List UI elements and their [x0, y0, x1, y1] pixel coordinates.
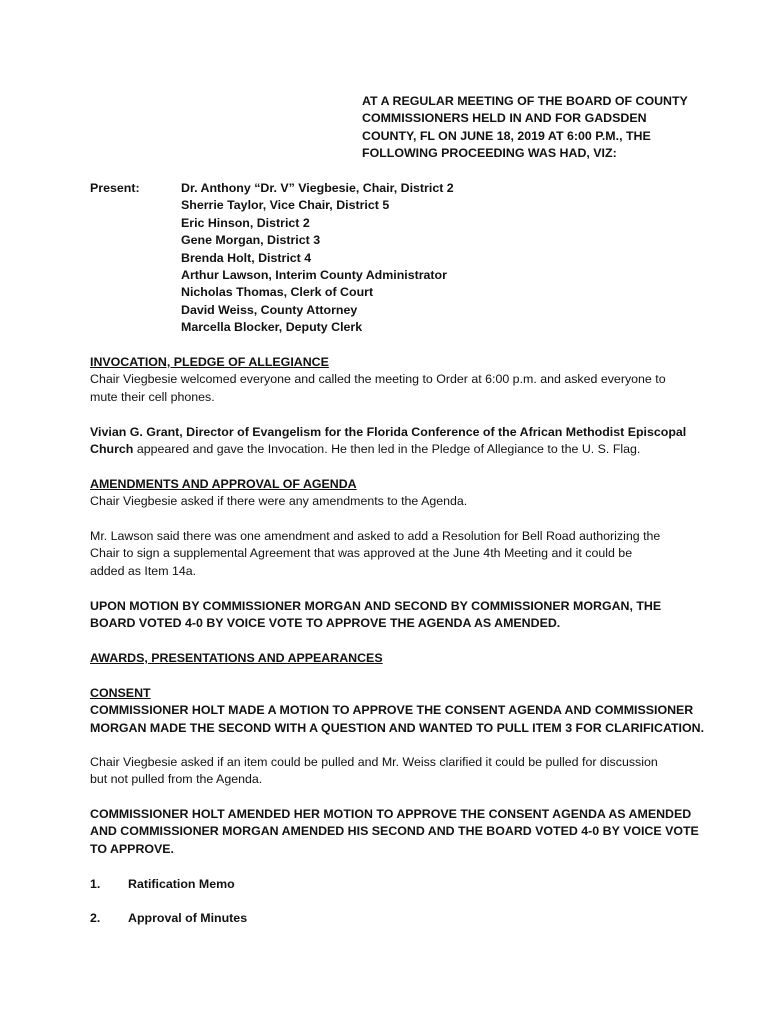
consent-chair-paragraph	[90, 754, 690, 789]
consent-chair-line: but not pulled from the Agenda.	[90, 772, 263, 787]
consent-amended-line: COMMISSIONER HOLT AMENDED HER MOTION TO APPROVE THE CONSENT AGENDA AS AMENDED	[90, 807, 692, 821]
consent-amended-line: AND COMMISSIONER MORGAN AMENDED HIS SECOND AND THE BOARD VOTED 4-0 BY VOICE VOTE	[90, 824, 699, 839]
agenda-motion-line: BOARD VOTED 4-0 BY VOICE VOTE TO APPROVE THE AGENDA AS AMENDED.	[90, 616, 561, 631]
grant-bold-church: Church	[90, 442, 134, 457]
invocation-text-line: mute their cell phones.	[90, 389, 215, 404]
lawson-line: added as Item 14a.	[90, 563, 197, 578]
invocation-text-line: Chair Viegbesie welcomed everyone and called the meeting to Order at 6:00 p.m. and asked everyone to	[90, 372, 666, 387]
consent-motion-line: COMMISSIONER HOLT MADE A MOTION TO APPROVE THE CONSENT AGENDA AND COMMISSIONER	[90, 703, 694, 718]
consent-section	[90, 685, 705, 737]
consent-item	[90, 876, 235, 893]
lawson-paragraph	[90, 528, 690, 580]
header-line: COUNTY, FL ON JUNE 18, 2019 AT 6:00 P.M., THE	[362, 128, 651, 143]
lawson-line: Chair to sign a supplemental Agreement that was approved at the June 4th Meeting and it could be	[90, 546, 633, 561]
present-member: Eric Hinson, District 2	[181, 215, 310, 230]
present-members-list	[181, 180, 454, 337]
amendments-section	[90, 476, 690, 511]
present-member: Dr. Anthony “Dr. V” Viegbesie, Chair, District 2	[181, 181, 454, 195]
consent-motion-line: MORGAN MADE THE SECOND WITH A QUESTION AND WANTED TO PULL ITEM 3 FOR CLARIFICATION.	[90, 720, 705, 735]
consent-item-label: Ratification Memo	[128, 877, 235, 891]
present-member: Gene Morgan, District 3	[181, 233, 321, 248]
present-label: Present:	[90, 181, 140, 195]
present-member: David Weiss, County Attorney	[181, 302, 358, 317]
header-line: COMMISSIONERS HELD IN AND FOR GADSDEN	[362, 111, 647, 126]
present-member: Nicholas Thomas, Clerk of Court	[181, 285, 374, 300]
agenda-motion-paragraph	[90, 598, 690, 633]
header-line: AT A REGULAR MEETING OF THE BOARD OF COUNTY	[362, 94, 688, 108]
invocation-section	[90, 354, 690, 406]
consent-item	[90, 910, 247, 927]
invocation-heading: INVOCATION, PLEDGE OF ALLEGIANCE	[90, 355, 329, 369]
consent-item-number: 1.	[90, 877, 101, 891]
consent-chair-line: Chair Viegbesie asked if an item could be pulled and Mr. Weiss clarified it could be pulled for discussion	[90, 755, 658, 769]
lawson-line: Mr. Lawson said there was one amendment and asked to add a Resolution for Bell Road authorizing the	[90, 529, 661, 543]
amendments-text: Chair Viegbesie asked if there were any amendments to the Agenda.	[90, 494, 468, 509]
grant-bold-text: Vivian G. Grant, Director of Evangelism for the Florida Conference of the African Methodist Episcopal	[90, 425, 687, 439]
awards-heading: AWARDS, PRESENTATIONS AND APPEARANCES	[90, 651, 383, 665]
grant-rest-text: appeared and gave the Invocation. He then led in the Pledge of Allegiance to the U. S. Flag.	[133, 442, 641, 457]
invocation-grant-paragraph	[90, 424, 690, 459]
present-member: Arthur Lawson, Interim County Administrator	[181, 268, 447, 283]
consent-amended-paragraph	[90, 806, 699, 858]
consent-item-label: Approval of Minutes	[128, 911, 248, 925]
consent-heading: CONSENT	[90, 686, 151, 700]
header-line: FOLLOWING PROCEEDING WAS HAD, VIZ:	[362, 146, 617, 161]
present-member: Brenda Holt, District 4	[181, 250, 312, 265]
consent-item-number: 2.	[90, 911, 101, 925]
amendments-heading: AMENDMENTS AND APPROVAL OF AGENDA	[90, 477, 357, 491]
meeting-header	[362, 93, 692, 163]
present-member: Marcella Blocker, Deputy Clerk	[181, 320, 363, 335]
present-member: Sherrie Taylor, Vice Chair, District 5	[181, 198, 390, 213]
consent-amended-line: TO APPROVE.	[90, 841, 174, 856]
agenda-motion-line: UPON MOTION BY COMMISSIONER MORGAN AND SECOND BY COMMISSIONER MORGAN, THE	[90, 599, 662, 613]
